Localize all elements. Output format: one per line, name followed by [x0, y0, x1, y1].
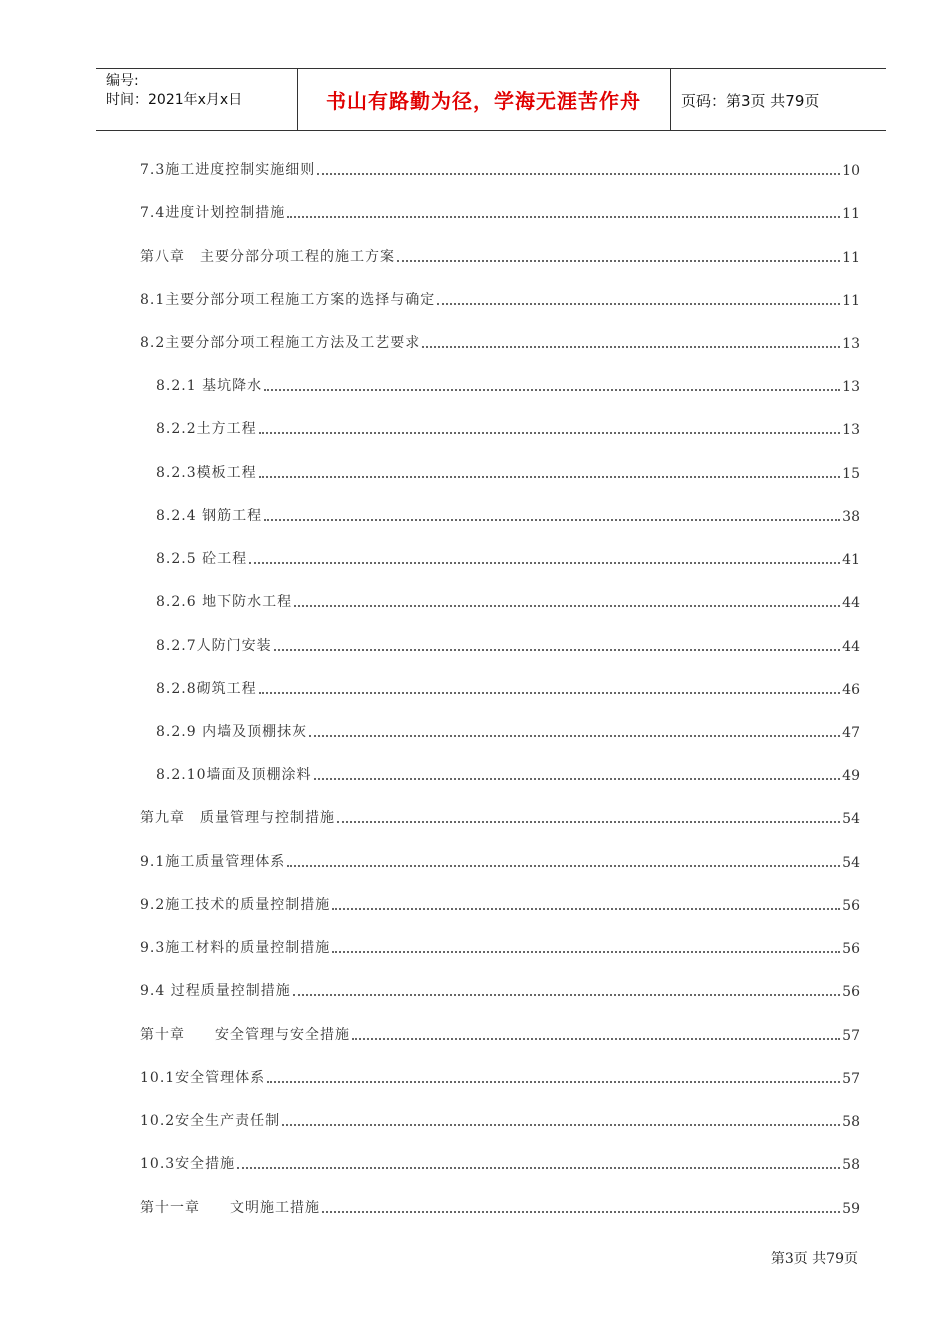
toc-entry-title: 7.4进度计划控制措施: [140, 205, 286, 221]
toc-leader-dots: [287, 864, 840, 867]
toc-entry-page: 44: [842, 595, 860, 611]
toc-leader-dots: [249, 561, 840, 564]
toc-entry-title: 8.2.2土方工程: [156, 421, 257, 437]
toc-entry-title: 8.2.10墙面及顶棚涂料: [156, 767, 312, 783]
toc-entry-page: 13: [842, 422, 860, 438]
toc-leader-dots: [294, 604, 840, 607]
toc-entry-page: 13: [842, 379, 860, 395]
toc-entry-page: 13: [842, 336, 860, 352]
toc-entry-page: 38: [842, 509, 860, 525]
toc-entry-title: 8.2.5 砼工程: [156, 551, 248, 567]
toc-entry-title: 第十章 安全管理与安全措施: [140, 1027, 350, 1043]
toc-entry[interactable]: [140, 330, 860, 352]
toc-entry[interactable]: [140, 1108, 860, 1130]
toc-leader-dots: [264, 388, 840, 391]
toc-entry[interactable]: [140, 244, 860, 266]
toc-entry-page: 58: [842, 1114, 860, 1130]
toc-leader-dots: [267, 1080, 840, 1083]
toc-entry-page: 54: [842, 811, 860, 827]
toc-leader-dots: [317, 172, 840, 175]
toc-entry-title: 8.2.3模板工程: [156, 465, 257, 481]
toc-leader-dots: [287, 215, 840, 218]
toc-entry[interactable]: [140, 200, 860, 222]
toc-leader-dots: [282, 1123, 840, 1126]
toc-leader-dots: [352, 1037, 840, 1040]
toc-entry[interactable]: [140, 935, 860, 957]
toc-entry-page: 57: [842, 1028, 860, 1044]
toc-leader-dots: [259, 475, 841, 478]
toc-entry-title: 8.2.6 地下防水工程: [156, 594, 293, 610]
toc-entry[interactable]: [156, 676, 860, 698]
toc-entry-page: 59: [842, 1201, 860, 1217]
toc-leader-dots: [309, 734, 840, 737]
toc-entry-title: 8.2.8砌筑工程: [156, 681, 257, 697]
toc-entry[interactable]: [140, 1151, 860, 1173]
toc-entry[interactable]: [156, 546, 860, 568]
toc-entry-page: 54: [842, 855, 860, 871]
toc-entry-page: 11: [842, 250, 860, 266]
toc-leader-dots: [259, 431, 841, 434]
toc-entry-title: 9.1施工质量管理体系: [140, 854, 286, 870]
toc-entry[interactable]: [140, 1195, 860, 1217]
toc-leader-dots: [422, 345, 840, 348]
toc-entry-page: 10: [842, 163, 860, 179]
toc-entry[interactable]: [140, 1065, 860, 1087]
toc-entry[interactable]: [140, 287, 860, 309]
toc-leader-dots: [237, 1166, 840, 1169]
toc-entry-page: 15: [842, 466, 860, 482]
header-page-number: 页码：第3页 共79页: [681, 92, 820, 110]
motto-text: 书山有路勤为径，学海无涯苦作舟: [326, 89, 641, 113]
toc-entry[interactable]: [156, 416, 860, 438]
toc-leader-dots: [322, 1210, 840, 1213]
toc-entry[interactable]: [140, 892, 860, 914]
footer-page-number: 第3页 共79页: [770, 1251, 858, 1267]
toc-leader-dots: [332, 950, 840, 953]
toc-leader-dots: [332, 907, 840, 910]
toc-entry-title: 8.2.1 基坑降水: [156, 378, 263, 394]
toc-leader-dots: [259, 691, 841, 694]
toc-entry[interactable]: [140, 157, 860, 179]
toc-entry-title: 8.2.4 钢筋工程: [156, 508, 263, 524]
toc-entry[interactable]: [156, 503, 860, 525]
toc-entry-title: 9.4 过程质量控制措施: [140, 983, 291, 999]
toc-leader-dots: [397, 259, 840, 262]
toc-entry-title: 10.3安全措施: [140, 1156, 236, 1172]
toc-entry-page: 41: [842, 552, 860, 568]
toc-entry-page: 57: [842, 1071, 860, 1087]
toc-entry-title: 10.1安全管理体系: [140, 1070, 266, 1086]
toc-entry-title: 8.2.9 内墙及顶棚抹灰: [156, 724, 308, 740]
toc-leader-dots: [293, 993, 840, 996]
toc-entry[interactable]: [140, 1022, 860, 1044]
toc-entry-title: 7.3施工进度控制实施细则: [140, 162, 316, 178]
toc-entry-title: 9.2施工技术的质量控制措施: [140, 897, 331, 913]
toc-entry[interactable]: [156, 460, 860, 482]
toc-entry[interactable]: [156, 762, 860, 784]
toc-entry[interactable]: [140, 805, 860, 827]
toc-entry-page: 47: [842, 725, 860, 741]
toc-entry-page: 11: [842, 293, 860, 309]
toc-entry[interactable]: [140, 849, 860, 871]
toc-entry-title: 8.1主要分部分项工程施工方案的选择与确定: [140, 292, 436, 308]
toc-entry[interactable]: [156, 719, 860, 741]
toc-entry-page: 56: [842, 898, 860, 914]
toc-entry-title: 第九章 质量管理与控制措施: [140, 810, 335, 826]
toc-entry-page: 56: [842, 984, 860, 1000]
toc-entry-title: 9.3施工材料的质量控制措施: [140, 940, 331, 956]
toc-entry[interactable]: [156, 633, 860, 655]
toc-entry-page: 46: [842, 682, 860, 698]
toc-entry-page: 56: [842, 941, 860, 957]
toc-entry[interactable]: [156, 589, 860, 611]
toc-leader-dots: [314, 777, 841, 780]
toc-entry-page: 58: [842, 1157, 860, 1173]
serial-number-label: 编号:: [106, 73, 139, 89]
toc-leader-dots: [264, 518, 840, 521]
toc-entry-page: 44: [842, 639, 860, 655]
toc-entry[interactable]: [140, 978, 860, 1000]
toc-entry-title: 第十一章 文明施工措施: [140, 1200, 320, 1216]
date-label: 时间：2021年x月x日: [106, 92, 243, 108]
toc-entry-title: 8.2.7人防门安装: [156, 638, 272, 654]
toc-entry-title: 8.2主要分部分项工程施工方法及工艺要求: [140, 335, 421, 351]
toc-entry-page: 11: [842, 206, 860, 222]
toc-leader-dots: [337, 820, 840, 823]
toc-leader-dots: [274, 648, 841, 651]
toc-entry-title: 第八章 主要分部分项工程的施工方案: [140, 249, 395, 265]
toc-entry-title: 10.2安全生产责任制: [140, 1113, 281, 1129]
toc-entry-page: 49: [842, 768, 860, 784]
toc-entry[interactable]: [156, 373, 860, 395]
toc-leader-dots: [437, 302, 840, 305]
